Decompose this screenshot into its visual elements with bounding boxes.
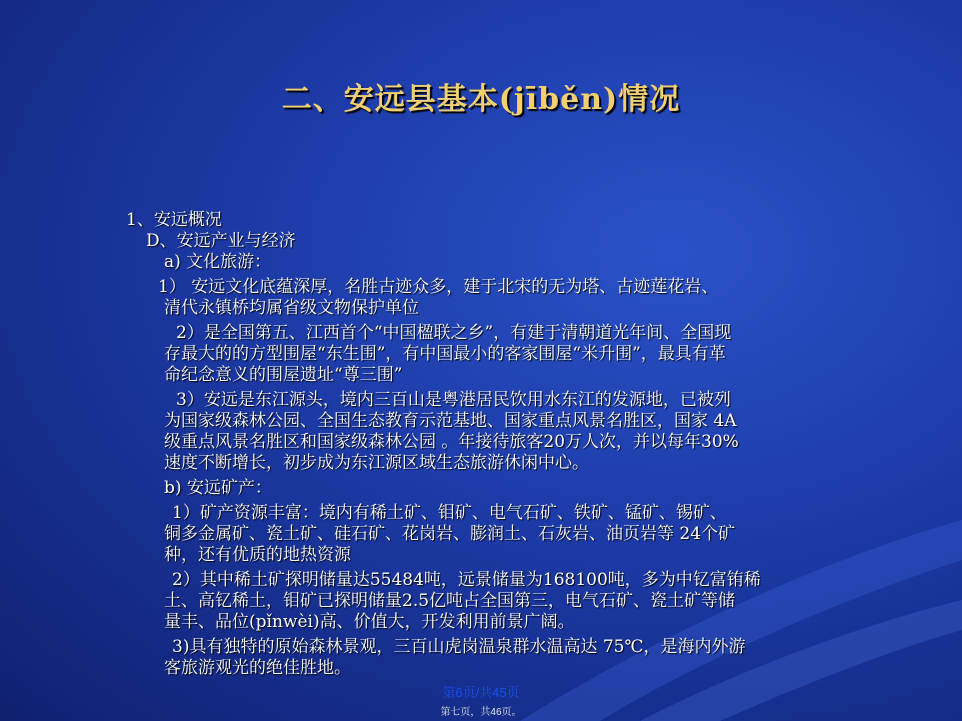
- page-sub-indicator: 第七页，共46页。: [440, 707, 522, 718]
- section-heading-2: D、安远产业与经济: [146, 231, 296, 251]
- section-heading-1: 1、安远概况: [126, 210, 222, 230]
- paragraph-b1: 1）矿产资源丰富：境内有稀土矿、钼矿、电气石矿、铁矿、锰矿、锡矿、 铜多金属矿、瓷土矿、硅石矿、花岗岩、膨润土、石灰岩、油页岩等 24个矿 种，还有优质的地热资源: [164, 503, 736, 565]
- paragraph-b3: 3)具有独特的原始森林景观，三百山虎岗温泉群水温高达 75℃，是海内外游 客旅游观光的绝佳胜地。: [164, 637, 746, 678]
- subsection-b-heading: b) 安远矿产：: [164, 478, 272, 498]
- page-indicator: 第6页/共45页: [442, 685, 520, 700]
- slide-title: 二、安远县基本(jīběn)情况: [281, 82, 681, 117]
- paragraph-b2: 2）其中稀土矿探明储量达55484吨，远景储量为168100吨，多为中钇富铕稀 土、高钇稀土，钼矿已探明储量2.5亿吨占全国第三，电气石矿、瓷土矿等储 量丰、品位(pǐnwèi)高、价值大，开发利用前景广阔。: [164, 570, 761, 632]
- paragraph-a1: 1） 安远文化底蕴深厚，名胜古迹众多，建于北宋的无为塔、古迹莲花岩、 清代永镇桥均属省级文物保护单位: [158, 277, 719, 318]
- subsection-a-heading: a) 文化旅游：: [164, 252, 272, 272]
- slide-body: [126, 210, 846, 679]
- paragraph-a3: 3）安远是东江源头，境内三百山是粤港居民饮用水东江的发源地，已被列 为国家级森林公园、全国生态教育示范基地、国家重点风景名胜区，国家 4A 级重点风景名胜区和国家级森林公园 。年接待旅客20万人次，并以每年30% 速度不断增长，初步成为东江源区域生态旅游休闲中心。: [164, 390, 739, 473]
- paragraph-a2: 2）是全国第五、江西首个“中国楹联之乡”，有建于清朝道光年间、全国现 存最大的的方型围屋“东生围”，有中国最小的客家围屋“米升围”，最具有革 命纪念意义的围屋遗址“尊三围”: [164, 323, 732, 385]
